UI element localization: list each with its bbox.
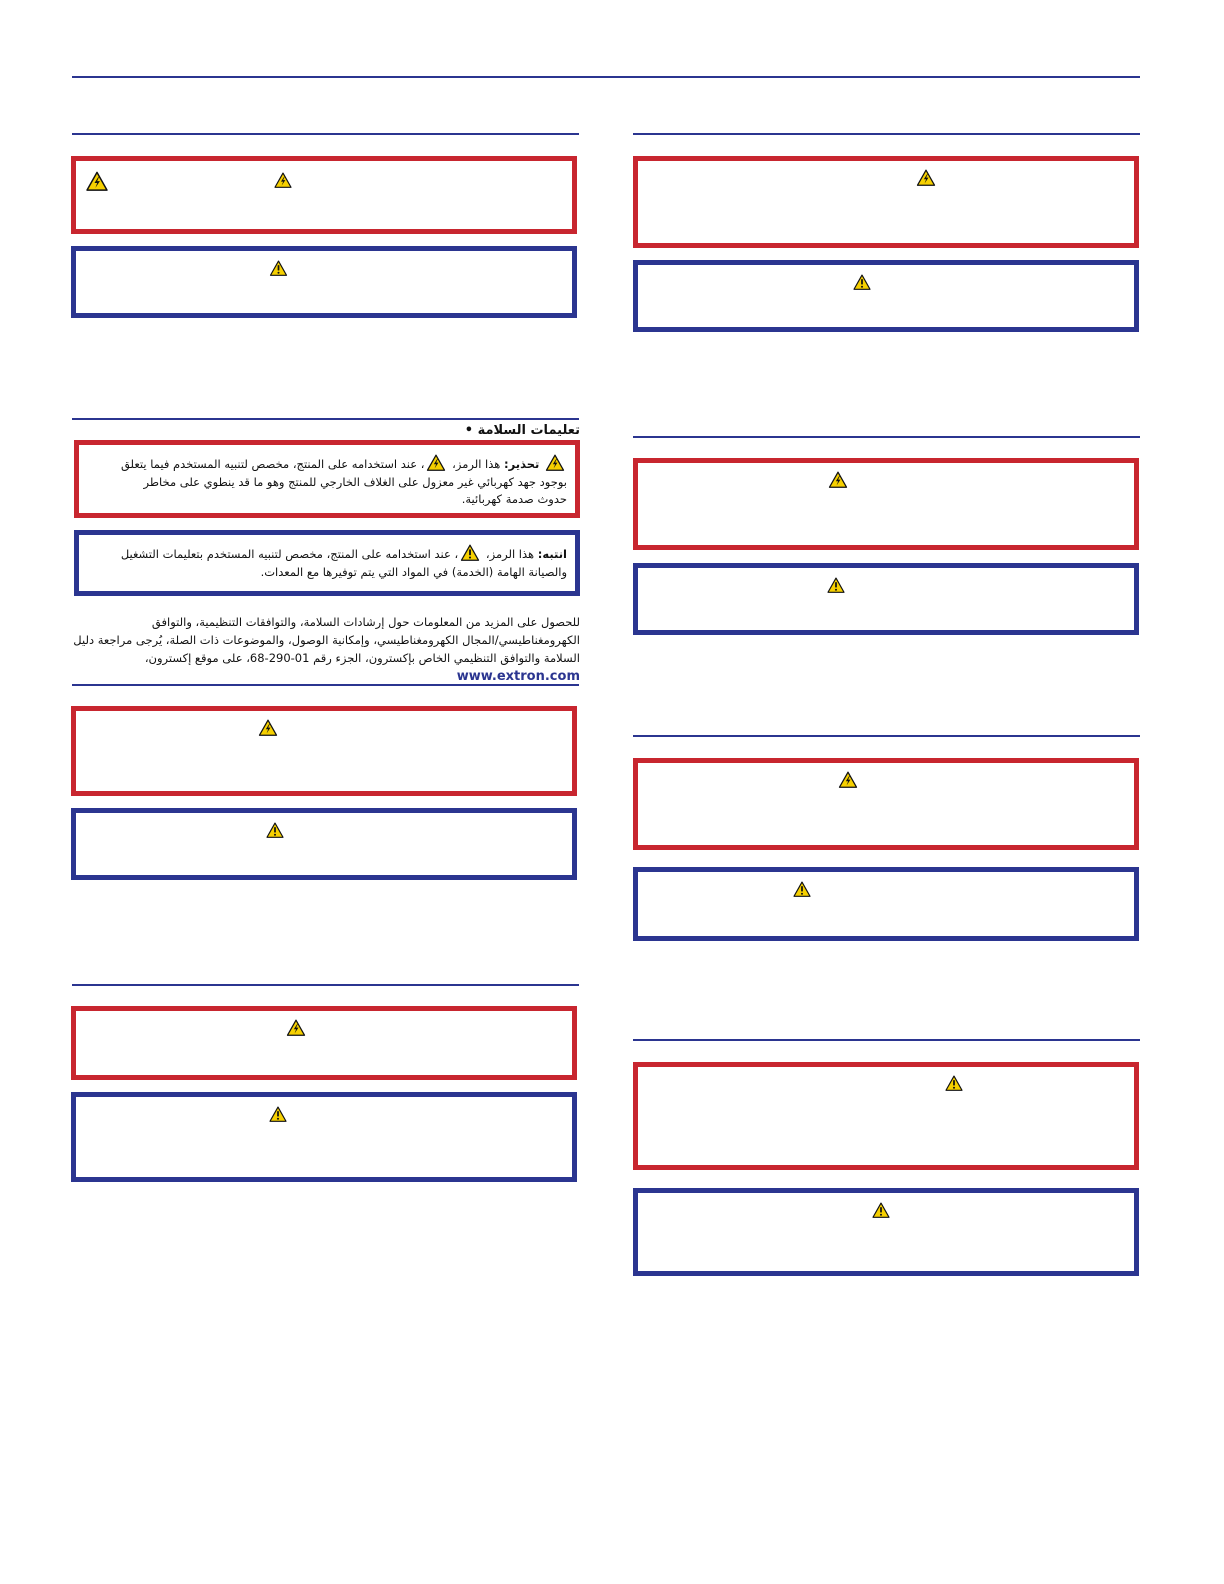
attention-box-arabic	[74, 530, 580, 596]
caution-exclamation-icon	[944, 1075, 964, 1091]
attention-label: انتبه:	[537, 547, 567, 561]
warning-box	[633, 156, 1139, 248]
section-rule	[72, 133, 579, 135]
warning-box	[633, 1062, 1139, 1170]
electric-shock-warning-icon	[426, 454, 446, 471]
electric-shock-warning-icon	[286, 1019, 306, 1036]
electric-shock-warning-icon	[258, 719, 278, 736]
electric-shock-warning-icon	[828, 471, 848, 488]
electric-shock-warning-icon	[838, 771, 858, 788]
info-text: ، على موقع إكسترون،	[144, 651, 250, 665]
attention-text-part: ، عند استخدامه على المنتج، مخصص لتنبيه المستخدم بتعليمات التشغيل والصيانة الهامة (الخدمة) في المواد التي يتم توفيرها مع المعدات.	[120, 547, 567, 579]
caution-exclamation-icon	[852, 274, 872, 290]
extron-website-link[interactable]: www.extron.com	[456, 669, 580, 684]
attention-box	[633, 563, 1139, 635]
caution-exclamation-icon	[265, 822, 285, 838]
electric-shock-warning-icon	[916, 169, 936, 186]
warning-box	[71, 1006, 577, 1080]
caution-exclamation-icon	[871, 1202, 891, 1218]
section-title-arabic: تعليمات السلامة •	[464, 423, 580, 438]
attention-box	[633, 260, 1139, 332]
electric-shock-warning-icon	[545, 454, 565, 471]
caution-exclamation-icon	[826, 577, 846, 593]
electric-shock-warning-icon	[274, 172, 292, 188]
section-rule-arabic	[72, 418, 579, 420]
warning-box	[633, 758, 1139, 850]
warning-text-arabic	[117, 454, 567, 509]
electric-shock-warning-icon	[86, 171, 108, 191]
attention-text-arabic	[97, 544, 567, 581]
warning-box	[71, 706, 577, 796]
warning-text-part: ، عند استخدامه على المنتج، مخصص لتنبيه المستخدم فيما يتعلق بوجود جهد كهربائي غير معزول على الغلاف الخارجي للمنتج وهو ما قد ينطوي على مخاطر حدوث صدمة كهربائية.	[120, 457, 567, 506]
section-rule	[633, 133, 1140, 135]
caution-exclamation-icon	[792, 881, 812, 897]
attention-box	[71, 1092, 577, 1182]
section-rule	[633, 735, 1140, 737]
additional-info-arabic	[72, 613, 580, 686]
attention-text-part: هذا الرمز،	[485, 547, 535, 561]
caution-exclamation-icon	[269, 260, 288, 276]
warning-box-arabic	[74, 440, 580, 518]
warning-label: تحذير:	[504, 457, 540, 471]
info-text: للحصول على المزيد من المعلومات حول إرشادات السلامة، والتوافقات التنظيمية، والتوافق الكهرومغناطيسي/المجال الكهرومغناطيسي، وإمكانية الوصول، والموضوعات ذات الصلة، يُرجى مراجعة دليل السلامة والتوافق التنظيمي الخاص بإكسترون، الجزء رقم	[73, 615, 580, 665]
part-number: 68-290-01	[249, 651, 310, 665]
caution-exclamation-icon	[268, 1106, 288, 1122]
caution-exclamation-icon	[460, 544, 480, 561]
attention-box	[71, 808, 577, 880]
warning-box	[71, 156, 577, 234]
warning-text-part: هذا الرمز،	[452, 457, 501, 471]
top-rule	[72, 76, 1140, 78]
attention-box	[71, 246, 577, 318]
warning-box	[633, 458, 1139, 550]
section-rule	[633, 436, 1140, 438]
attention-box	[633, 867, 1139, 941]
section-rule	[633, 1039, 1140, 1041]
attention-box	[633, 1188, 1139, 1276]
section-rule	[72, 984, 579, 986]
